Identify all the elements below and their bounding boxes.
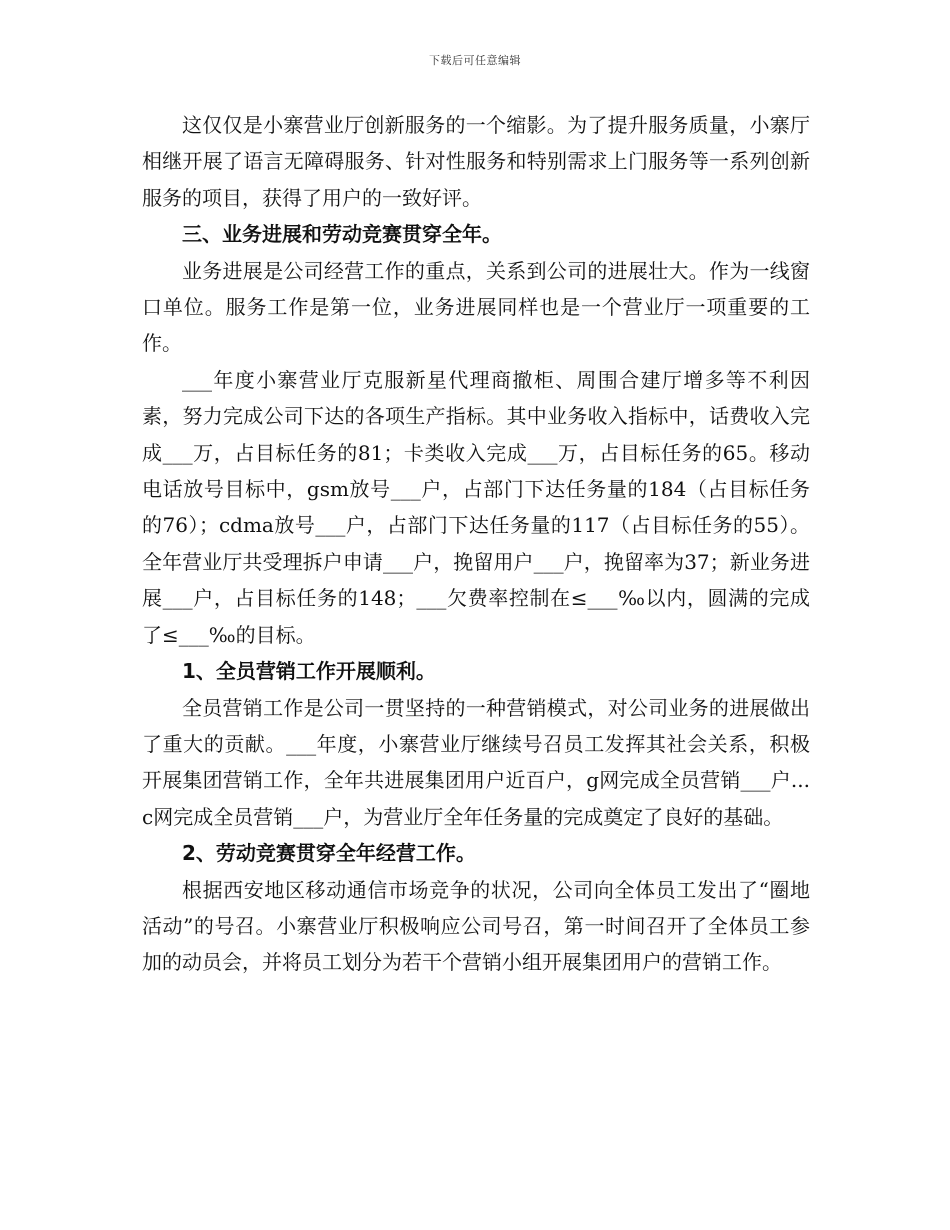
paragraph-labor-competition: 根据西安地区移动通信市场竞争的状况，公司向全体员工发出了“圈地活动”的号召。小寨营业厅积极响应公司号召，第一时间召开了全体员工参加的动员会，并将员工划分为若干个营销小组开展集团用户的营销工作。: [142, 877, 810, 975]
document-body: [142, 107, 810, 981]
subsection-heading-1: 1、全员营销工作开展顺利。: [182, 659, 436, 684]
page-header: 下载后可任意编辑: [429, 54, 521, 67]
paragraph-service-innovation: 这仅仅是小寨营业厅创新服务的一个缩影。为了提升服务质量，小寨厅相继开展了语言无障碍服务、针对性服务和特别需求上门服务等一系列创新服务的项目，获得了用户的一致好评。: [142, 113, 810, 210]
section-heading-3: 三、业务进展和劳动竞赛贯穿全年。: [182, 222, 502, 247]
subsection-heading-2: 2、劳动竞赛贯穿全年经营工作。: [182, 841, 476, 866]
paragraph-annual-indicators: ___年度小寨营业厅克服新星代理商撤柜、周围合建厅增多等不利因素，努力完成公司下达的各项生产指标。其中业务收入指标中，话费收入完成___万，占目标任务的81；卡类收入完成___万，占目标任务的65。移动电话放号目标中，gsm放号___户，占部门下达任务量的184（占目标任务的76）；cdma放号___户，占部门下达任务量的117（占目标任务的55）。全年营业厅共受理拆户申请___户，挽留用户___户，挽留率为37；新业务进展___户，占目标任务的148；___欠费率控制在≤___‰以内，圆满的完成了≤___‰的目标。: [142, 367, 810, 647]
paragraph-all-staff-marketing: 全员营销工作是公司一贯坚持的一种营销模式，对公司业务的进展做出了重大的贡献。___年度，小寨营业厅继续号召员工发挥其社会关系，积极开展集团营销工作，全年共进展集团用户近百户，g网完成全员营销___户...c网完成全员营销___户，为营业厅全年任务量的完成奠定了良好的基础。: [142, 695, 810, 829]
paragraph-business-development: 业务进展是公司经营工作的重点，关系到公司的进展壮大。作为一线窗口单位。服务工作是第一位，业务进展同样也是一个营业厅一项重要的工作。: [142, 258, 810, 356]
